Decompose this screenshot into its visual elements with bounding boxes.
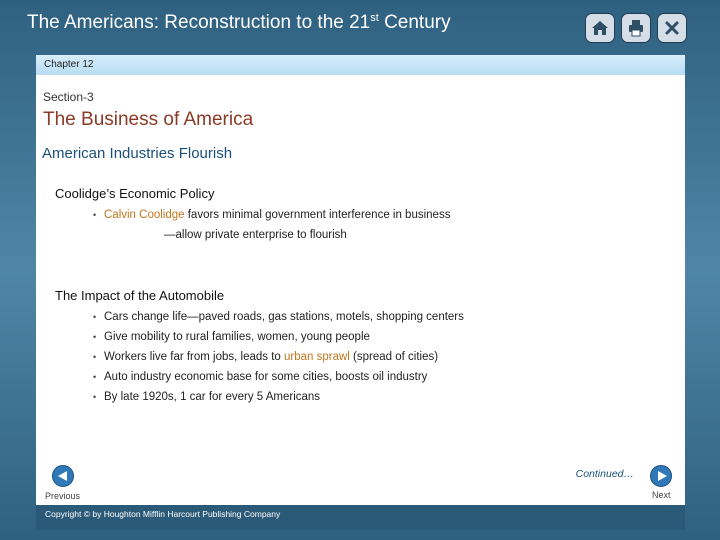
list-item: • Calvin Coolidge favors minimal government interference in business —allow private enterprise to flourish (93, 205, 450, 245)
bullet-list (93, 205, 450, 245)
home-icon (590, 18, 610, 38)
chapter-label: Chapter 12 (36, 55, 685, 75)
print-icon (626, 18, 646, 38)
next-button[interactable] (650, 465, 672, 487)
previous-label: Previous (45, 491, 81, 501)
list-item: • By late 1920s, 1 car for every 5 Americans (93, 387, 464, 407)
print-button[interactable] (621, 13, 651, 43)
close-button[interactable] (657, 13, 687, 43)
arrow-left-icon (58, 471, 67, 481)
topic-title: The Impact of the Automobile (55, 288, 225, 303)
presentation-title: The Americans: Reconstruction to the 21st Century (27, 12, 451, 33)
list-item: • Give mobility to rural families, women, young people (93, 327, 464, 347)
bullet-list (93, 307, 464, 407)
topic-title: Coolidge’s Economic Policy (55, 186, 215, 201)
home-button[interactable] (585, 13, 615, 43)
copyright-footer: Copyright © by Houghton Mifflin Harcourt Publishing Company (36, 505, 685, 530)
list-item: • Cars change life—paved roads, gas stations, motels, shopping centers (93, 307, 464, 327)
section-title: The Business of America (43, 109, 254, 130)
next-label: Next (652, 490, 671, 500)
slide-content (36, 75, 685, 505)
list-item: • Workers live far from jobs, leads to urban sprawl (spread of cities) (93, 347, 464, 367)
section-label: Section-3 (43, 90, 94, 104)
list-item: • Auto industry economic base for some cities, boosts oil industry (93, 367, 464, 387)
close-icon (662, 18, 682, 38)
arrow-right-icon (658, 471, 667, 481)
previous-button[interactable] (52, 465, 74, 487)
continued-label: Continued… (575, 468, 634, 480)
subheading: American Industries Flourish (42, 145, 233, 162)
